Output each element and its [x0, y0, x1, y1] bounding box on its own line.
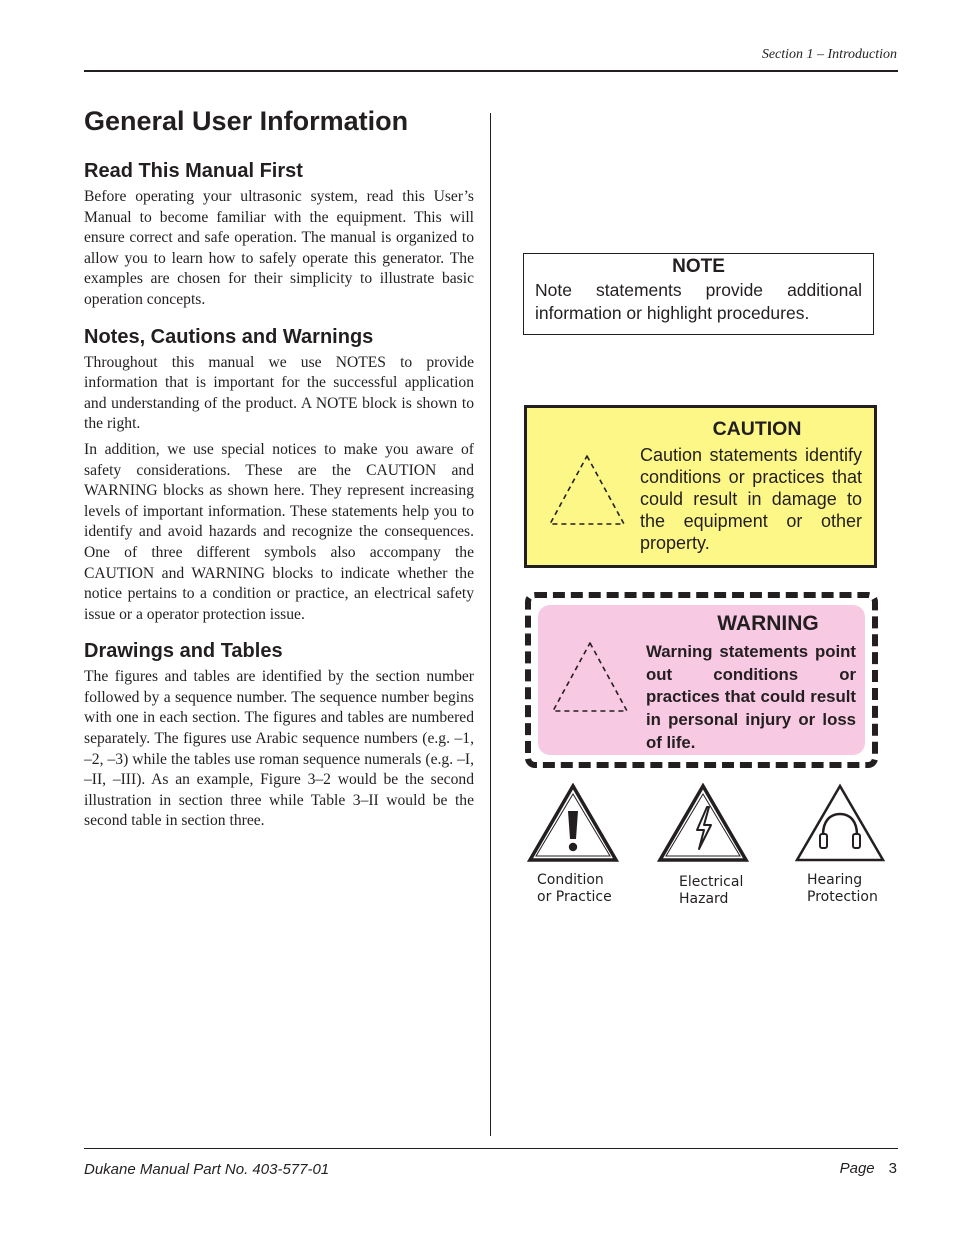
caution-text: Caution statements identify conditions or practices that could result in damage to the equipment or other property.	[640, 445, 862, 553]
page-word: Page	[839, 1160, 875, 1177]
symbol-label-condition: Condition or Practice	[537, 872, 612, 905]
warning-panel	[538, 605, 865, 755]
warning-title: WARNING	[717, 612, 819, 635]
section-read-manual	[84, 159, 474, 311]
column-divider	[490, 113, 491, 1136]
part-number: Dukane Manual Part No. 403-577-01	[84, 1161, 330, 1178]
header-rule	[84, 70, 898, 72]
caution-block	[524, 405, 877, 568]
note-title: NOTE	[672, 256, 725, 277]
footer-rule	[84, 1148, 898, 1149]
paragraph: The figures and tables are identified by the section number followed by a sequence number. The sequence number begins with one in each section. The figures and tables are numbered separately. The figures use Arabic sequence numbers (e.g. –1, –2, –3) while the tables use roman sequence numerals (e.g. –I, –II, –III). As an example, Figure 3–2 would be the second illustration in section three while Table 3–II would be the second table in section three.	[84, 668, 474, 830]
symbol-label-hearing: Hearing Protection	[807, 872, 878, 905]
dashed-triangle-icon	[550, 639, 630, 715]
paragraph: Throughout this manual we use NOTES to provide information that is important for the successful application and understanding of the product. A NOTE block is shown to the right.	[84, 353, 474, 433]
paragraph: Before operating your ultrasonic system, read this User’s Manual to become familiar with the equipment. This will ensure correct and safe operation. The manual is organized to allow you to learn how to safely operate this generator. The examples are chosen for their simplicity to illustrate basic operation concepts.	[84, 188, 474, 308]
dashed-triangle-icon	[547, 452, 627, 528]
section-heading: Drawings and Tables	[84, 640, 283, 663]
symbol-label-electrical: Electrical Hazard	[679, 874, 744, 907]
lightning-triangle-icon	[657, 783, 749, 863]
page-indicator	[840, 1160, 897, 1177]
warning-block	[525, 592, 878, 768]
page-number: 3	[888, 1160, 897, 1177]
note-text: Note statements provide additional information or highlight procedures.	[535, 280, 862, 323]
warning-text: Warning statements point out conditions or practices that could result in personal injury or loss of life.	[646, 642, 856, 752]
section-heading: Notes, Cautions and Warnings	[84, 325, 374, 348]
caution-title: CAUTION	[712, 418, 802, 440]
section-notes-cautions	[84, 325, 474, 626]
note-block	[523, 253, 874, 335]
exclamation-triangle-icon	[527, 783, 619, 863]
section-label: Section 1 – Introduction	[761, 47, 897, 62]
section-drawings-tables	[84, 639, 474, 832]
main-content	[84, 103, 474, 846]
headphones-triangle-icon	[794, 783, 886, 863]
section-heading: Read This Manual First	[84, 160, 303, 182]
page-title: General User Information	[84, 106, 409, 136]
paragraph: In addition, we use special notices to make you aware of safety considerations. These are the CAUTION and WARNING blocks as shown here. They represent increasing levels of important information. These statements help you to identify and avoid hazards and recognize the consequences. One of three different symbols also accompany the CAUTION and WARNING blocks to indicate whether the notice pertains to a condition or practice, an electrical safety issue or a operator protection issue.	[84, 440, 474, 623]
